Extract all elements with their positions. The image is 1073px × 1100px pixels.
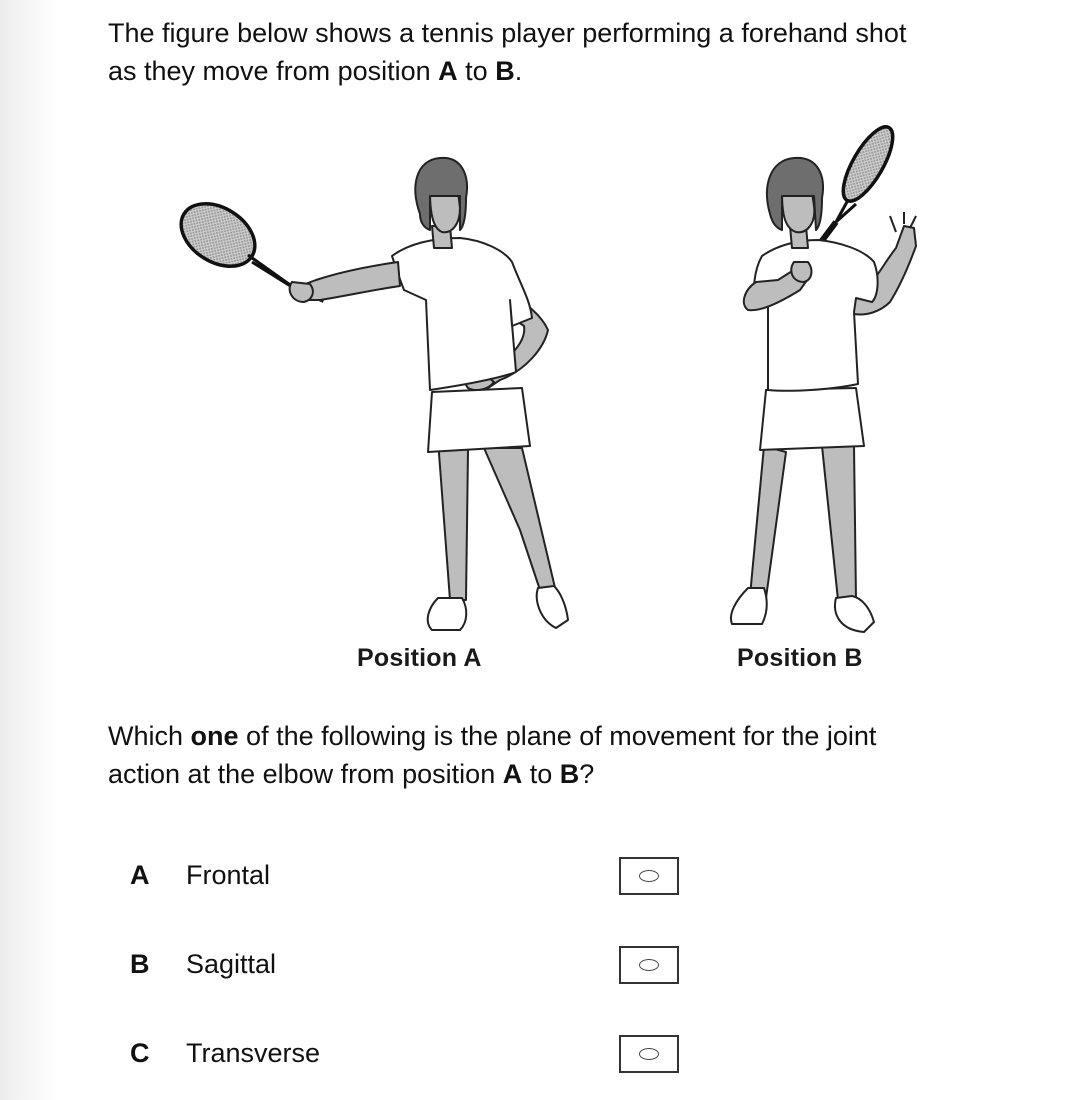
option-a-answer-box[interactable] <box>619 857 679 895</box>
question-text <box>108 717 1008 793</box>
intro-position-a: A <box>438 56 458 86</box>
intro-line-2-mid: to <box>457 56 496 86</box>
page-edge-shadow <box>0 0 60 1100</box>
option-b <box>0 945 1073 989</box>
option-a-letter: A <box>130 860 150 890</box>
option-c-text: Transverse <box>186 1038 321 1068</box>
question-part-3: action at the elbow from position <box>108 759 503 789</box>
intro-line-1: The figure below shows a tennis player performing a forehand shot <box>108 18 907 48</box>
question-part-4: to <box>522 759 560 789</box>
option-a-radio-icon[interactable] <box>639 870 659 882</box>
option-b-answer-box[interactable] <box>619 946 679 984</box>
option-a <box>0 856 1073 900</box>
question-emphasis: one <box>190 721 239 751</box>
intro-line-2-end: . <box>514 56 523 86</box>
option-c-answer-box[interactable] <box>619 1035 679 1073</box>
player-position-b <box>731 120 916 632</box>
intro-line-2-start: as they move from position <box>108 56 439 86</box>
question-position-a: A <box>502 759 523 789</box>
player-position-a <box>170 158 568 630</box>
question-part-5: ? <box>579 759 595 789</box>
tennis-player-figure <box>160 120 920 690</box>
question-part-1: Which <box>108 721 191 751</box>
position-a-label: Position A <box>357 644 482 672</box>
question-part-2: of the following is the plane of movement for the joint <box>238 721 877 751</box>
option-b-text: Sagittal <box>186 949 277 979</box>
option-b-letter: B <box>130 949 150 979</box>
position-b-label: Position B <box>737 644 863 672</box>
intro-text <box>108 14 1008 90</box>
option-c <box>0 1034 1073 1078</box>
option-b-radio-icon[interactable] <box>639 959 659 971</box>
intro-position-b: B <box>495 56 515 86</box>
option-c-letter: C <box>130 1038 150 1068</box>
option-a-text: Frontal <box>186 860 271 890</box>
option-c-radio-icon[interactable] <box>639 1048 659 1060</box>
question-position-b: B <box>559 759 580 789</box>
